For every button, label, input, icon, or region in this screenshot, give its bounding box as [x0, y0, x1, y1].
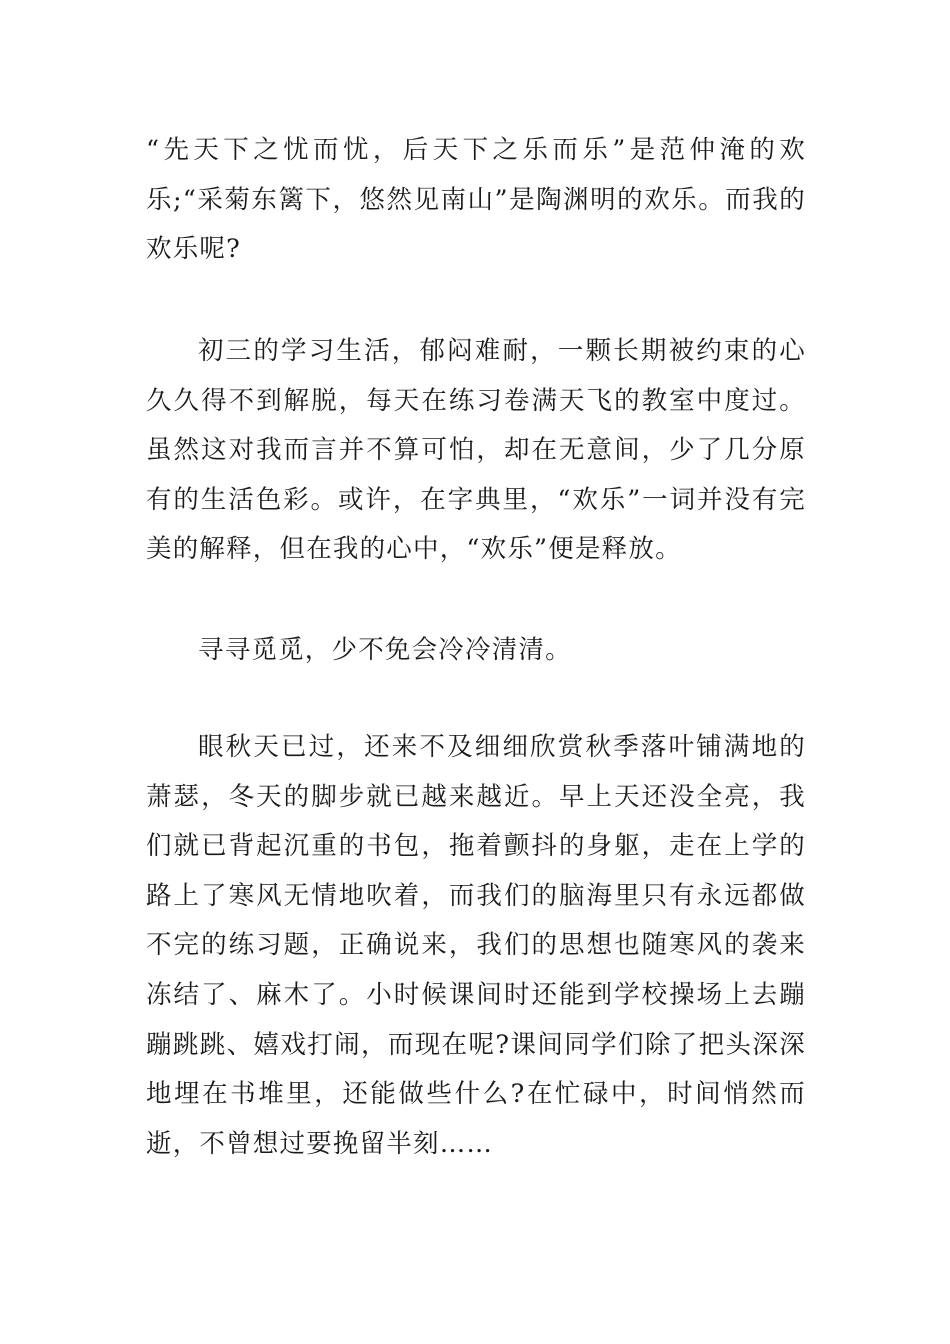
- paragraph-4: 眼秋天已过，还来不及细细欣赏秋季落叶铺满地的萧瑟，冬天的脚步就已越来越近。早上天还没全亮，我们就已背起沉重的书包，拖着颤抖的身躯，走在上学的路上了寒风无情地吹着，而我们的脑海里只有永远都做不完的练习题，正确说来，我们的思想也随寒风的袭来冻结了、麻木了。小时候课间时还能到学校操场上去蹦蹦跳跳、嬉戏打闹，而现在呢?课间同学们除了把头深深地埋在书堆里，还能做些什么?在忙碌中，时间悄然而逝，不曾想过要挽留半刻……: [146, 732, 806, 1159]
- paragraph-1: “先天下之忧而忧，后天下之乐而乐”是范仲淹的欢乐;“采菊东篱下，悠然见南山”是陶渊明的欢乐。而我的欢乐呢?: [146, 135, 806, 265]
- paragraph-2: 初三的学习生活，郁闷难耐，一颗长期被约束的心久久得不到解脱，每天在练习卷满天飞的教室中度过。虽然这对我而言并不算可怕，却在无意间，少了几分原有的生活色彩。或许，在字典里，“欢乐”一词并没有完美的解释，但在我的心中，“欢乐”便是释放。: [146, 336, 806, 565]
- paragraph-3: 寻寻觅觅，少不免会冷冷清清。: [198, 635, 572, 665]
